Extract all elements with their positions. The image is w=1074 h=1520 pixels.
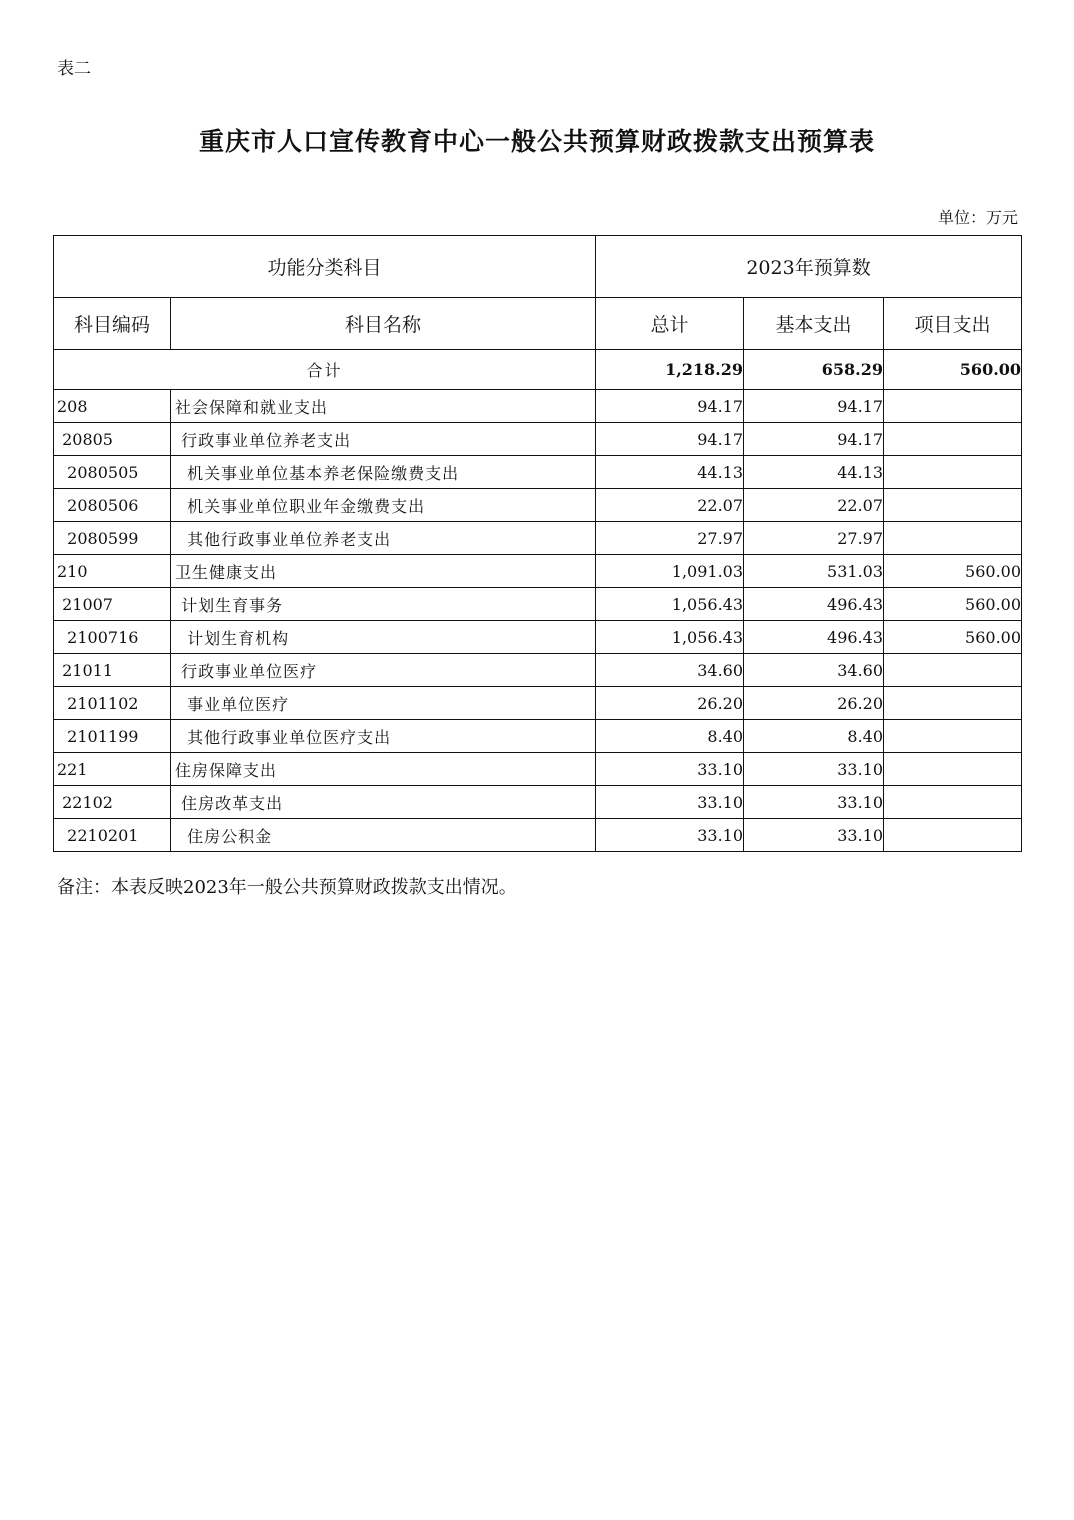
table-row	[54, 786, 1022, 819]
row-project	[884, 390, 1022, 423]
row-basic: 27.97	[744, 522, 884, 555]
row-name: 行政事业单位养老支出	[171, 423, 596, 456]
header-name: 科目名称	[171, 298, 596, 350]
total-label: 合计	[54, 350, 596, 390]
header-row-group	[54, 236, 1022, 298]
row-total: 94.17	[596, 423, 744, 456]
total-total: 1,218.29	[596, 350, 744, 390]
row-project	[884, 687, 1022, 720]
row-total: 94.17	[596, 390, 744, 423]
row-code: 221	[54, 753, 171, 786]
page-title: 重庆市人口宣传教育中心一般公共预算财政拨款支出预算表	[198, 127, 875, 156]
table-body	[54, 390, 1022, 852]
row-name: 机关事业单位职业年金缴费支出	[171, 489, 596, 522]
row-project: 560.00	[884, 555, 1022, 588]
row-basic: 26.20	[744, 687, 884, 720]
table-row	[54, 687, 1022, 720]
row-basic: 496.43	[744, 588, 884, 621]
row-name: 行政事业单位医疗	[171, 654, 596, 687]
row-name: 住房改革支出	[171, 786, 596, 819]
table-row	[54, 720, 1022, 753]
unit-label: 单位：万元	[937, 208, 1018, 227]
table-row	[54, 621, 1022, 654]
row-code: 2101199	[54, 720, 171, 753]
table-row	[54, 555, 1022, 588]
row-code: 2210201	[54, 819, 171, 852]
total-basic: 658.29	[744, 350, 884, 390]
row-basic: 531.03	[744, 555, 884, 588]
row-code: 2080505	[54, 456, 171, 489]
header-budget-year: 2023年预算数	[596, 236, 1022, 298]
row-name: 其他行政事业单位医疗支出	[171, 720, 596, 753]
table-row	[54, 423, 1022, 456]
row-code: 22102	[54, 786, 171, 819]
row-name: 计划生育事务	[171, 588, 596, 621]
row-total: 27.97	[596, 522, 744, 555]
row-name: 其他行政事业单位养老支出	[171, 522, 596, 555]
row-total: 8.40	[596, 720, 744, 753]
row-total: 33.10	[596, 753, 744, 786]
row-project	[884, 522, 1022, 555]
header-function-category: 功能分类科目	[54, 236, 596, 298]
row-name: 住房公积金	[171, 819, 596, 852]
row-project	[884, 489, 1022, 522]
row-name: 机关事业单位基本养老保险缴费支出	[171, 456, 596, 489]
footnote: 备注：本表反映2023年一般公共预算财政拨款支出情况。	[57, 877, 517, 898]
row-code: 2080506	[54, 489, 171, 522]
row-code: 2101102	[54, 687, 171, 720]
row-total: 1,056.43	[596, 588, 744, 621]
table-row	[54, 489, 1022, 522]
row-basic: 94.17	[744, 390, 884, 423]
total-row	[54, 350, 1022, 390]
row-total: 44.13	[596, 456, 744, 489]
row-project	[884, 654, 1022, 687]
row-project	[884, 753, 1022, 786]
row-code: 210	[54, 555, 171, 588]
row-project	[884, 786, 1022, 819]
row-project	[884, 819, 1022, 852]
row-name: 计划生育机构	[171, 621, 596, 654]
row-project: 560.00	[884, 588, 1022, 621]
row-basic: 34.60	[744, 654, 884, 687]
row-total: 33.10	[596, 819, 744, 852]
row-total: 1,056.43	[596, 621, 744, 654]
row-basic: 44.13	[744, 456, 884, 489]
row-code: 2100716	[54, 621, 171, 654]
total-project: 560.00	[884, 350, 1022, 390]
row-name: 社会保障和就业支出	[171, 390, 596, 423]
header-project: 项目支出	[884, 298, 1022, 350]
table-row	[54, 588, 1022, 621]
row-basic: 33.10	[744, 819, 884, 852]
row-code: 21011	[54, 654, 171, 687]
row-basic: 8.40	[744, 720, 884, 753]
header-total: 总计	[596, 298, 744, 350]
table-row	[54, 456, 1022, 489]
row-basic: 496.43	[744, 621, 884, 654]
row-project	[884, 423, 1022, 456]
row-project	[884, 720, 1022, 753]
row-basic: 33.10	[744, 786, 884, 819]
row-name: 事业单位医疗	[171, 687, 596, 720]
row-basic: 33.10	[744, 753, 884, 786]
header-row-columns	[54, 298, 1022, 350]
row-name: 卫生健康支出	[171, 555, 596, 588]
table-row	[54, 390, 1022, 423]
table-row	[54, 654, 1022, 687]
table-row	[54, 522, 1022, 555]
row-project: 560.00	[884, 621, 1022, 654]
row-code: 20805	[54, 423, 171, 456]
row-total: 22.07	[596, 489, 744, 522]
row-total: 26.20	[596, 687, 744, 720]
row-basic: 94.17	[744, 423, 884, 456]
table-row	[54, 819, 1022, 852]
row-code: 208	[54, 390, 171, 423]
row-name: 住房保障支出	[171, 753, 596, 786]
table-number-label: 表二	[57, 59, 91, 79]
table-row	[54, 753, 1022, 786]
row-code: 21007	[54, 588, 171, 621]
row-total: 34.60	[596, 654, 744, 687]
row-project	[884, 456, 1022, 489]
header-basic: 基本支出	[744, 298, 884, 350]
row-total: 33.10	[596, 786, 744, 819]
budget-table	[53, 235, 1022, 852]
row-code: 2080599	[54, 522, 171, 555]
header-code: 科目编码	[54, 298, 171, 350]
row-total: 1,091.03	[596, 555, 744, 588]
row-basic: 22.07	[744, 489, 884, 522]
